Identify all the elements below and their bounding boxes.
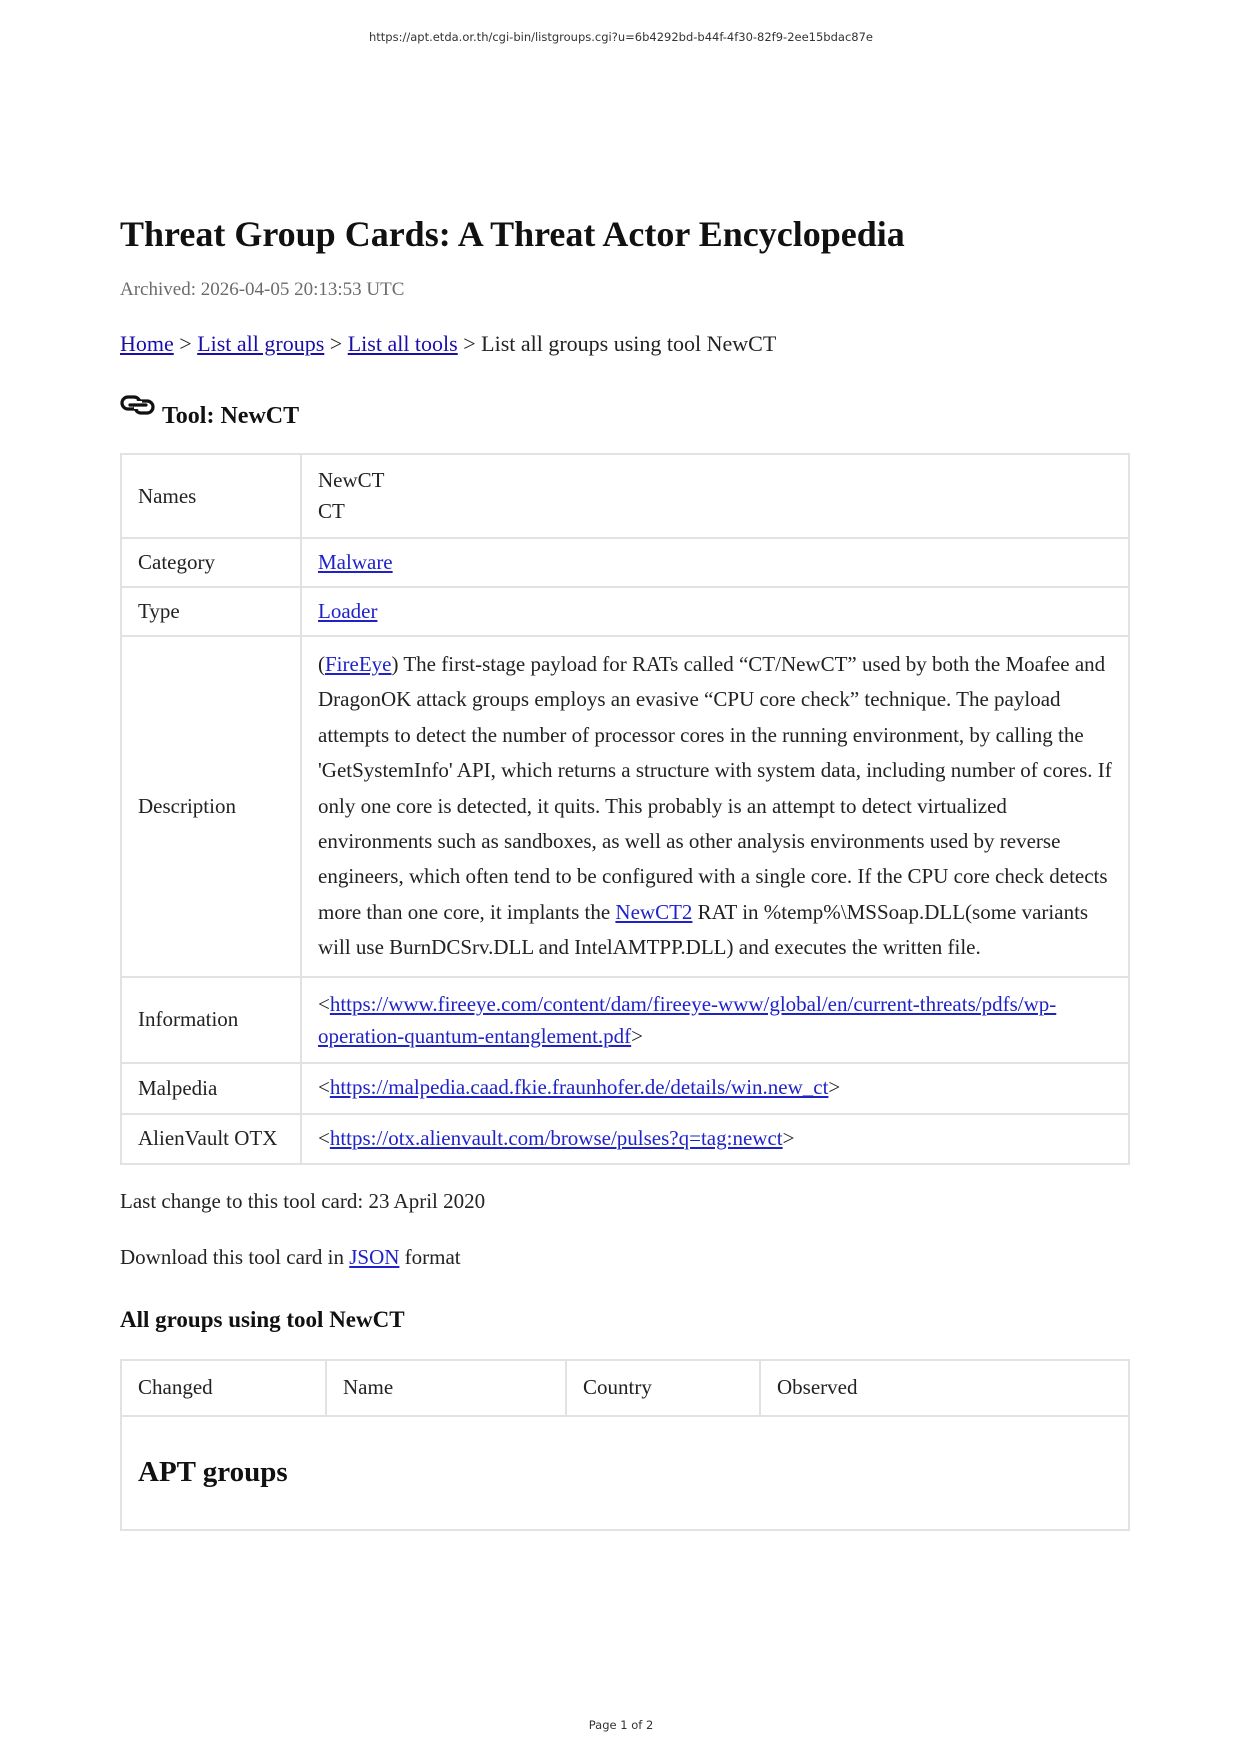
malpedia-value: <https://malpedia.caad.fkie.fraunhofer.de/details/win.new_ct> [301,1063,1129,1114]
page-title: Threat Group Cards: A Threat Actor Encyclopedia [120,214,905,254]
tool-title: Tool: NewCT [162,403,300,429]
information-link[interactable]: https://www.fireeye.com/content/dam/fireeye-www/global/en/current-threats/pdfs/wp-operation-quantum-entanglement.pdf [318,991,1057,1048]
names-value [301,454,1129,538]
description-text: The first-stage payload for RATs called “CT/NewCT” used by both the Moafee and DragonOK attack groups employs an evasive “CPU core check” technique. The payload attempts to detect the number of processor cores in the running environment, by calling the 'GetSystemInfo' API, which returns a structure with system data, including number of cores. If only one core is detected, it quits. This probably is an attempt to detect virtualized environments such as sandboxes, as well as other analysis environments used by reverse engineers, which often tend to be configured with a single core. If the CPU core check detects more than one core, it implants the [318,652,1112,924]
otx-label: AlienVault OTX [121,1114,301,1164]
apt-groups-title: APT groups [138,1456,288,1489]
page-number-footer: Page 1 of 2 [588,1718,654,1732]
column-header-observed[interactable]: Observed [760,1360,1129,1416]
otx-link[interactable]: https://otx.alienvault.com/browse/pulses?q=tag:newct [329,1125,783,1150]
table-row [121,454,1129,538]
breadcrumb-tools-link[interactable]: List all tools [347,331,458,356]
table-row [121,587,1129,636]
category-value [301,538,1129,587]
breadcrumb [120,329,1130,359]
groups-table [120,1359,1130,1531]
newct2-link[interactable]: NewCT2 [615,899,693,924]
table-row [121,977,1129,1063]
archived-timestamp: Archived: 2026-04-05 20:13:53 UTC [120,279,405,300]
information-label: Information [121,977,301,1063]
table-row [121,1063,1129,1114]
table-row [121,538,1129,587]
tool-info-table [120,453,1130,1165]
groups-heading: All groups using tool NewCT [120,1306,405,1332]
table-row [121,636,1129,977]
breadcrumb-separator: > [463,331,476,356]
tool-heading [120,391,1130,431]
last-change-prefix: Last change to this tool card: [120,1188,364,1213]
type-label: Type [121,587,301,636]
download-line [120,1243,1130,1271]
breadcrumb-groups-link[interactable]: List all groups [197,331,325,356]
name-newct: NewCT [318,468,385,492]
last-change-date: 23 April 2020 [368,1188,486,1213]
breadcrumb-separator: > [179,331,192,356]
type-link[interactable]: Loader [318,598,378,623]
table-row [121,1416,1129,1530]
download-prefix: Download this tool card in [120,1244,344,1269]
table-row [121,1114,1129,1164]
json-download-link[interactable]: JSON [349,1244,400,1269]
breadcrumb-home-link[interactable]: Home [120,331,174,356]
malpedia-label: Malpedia [121,1063,301,1114]
breadcrumb-current: List all groups using tool NewCT [481,331,777,356]
information-value: <https://www.fireeye.com/content/dam/fireeye-www/global/en/current-threats/pdfs/wp-operation-quantum-entanglement.pdf> [301,977,1129,1063]
print-url-header: https://apt.etda.or.th/cgi-bin/listgroups.cgi?u=6b4292bd-b44f-4f30-82f9-2ee15bdac87e [369,30,873,44]
link-icon [120,391,156,419]
column-header-changed[interactable]: Changed [121,1360,326,1416]
column-header-name[interactable]: Name [326,1360,566,1416]
description-label: Description [121,636,301,977]
category-link[interactable]: Malware [318,549,393,574]
malpedia-link[interactable]: https://malpedia.caad.fkie.fraunhofer.de/details/win.new_ct [329,1075,829,1100]
description-text-end: RAT in %temp%\MSSoap.DLL(some variants will use BurnDCSrv.DLL and IntelAMTPP.DLL) and executes the written file. [318,899,1089,960]
fireeye-link[interactable]: FireEye [325,652,392,676]
last-change-line [120,1187,1130,1215]
main-content [120,210,1130,1531]
type-value [301,587,1129,636]
table-header-row [121,1360,1129,1416]
description-value: (FireEye) The first-stage payload for RATs called “CT/NewCT” used by both the Moafee and DragonOK attack groups employs an evasive “CPU core check” technique. The payload attempts to detect the number of processor cores in the running environment, by calling the 'GetSystemInfo' API, which returns a structure with system data, including number of cores. If only one core is detected, it quits. This probably is an attempt to detect virtualized environments such as sandboxes, as well as other analysis environments used by reverse engineers, which often tend to be configured with a single core. If the CPU core check detects more than one core, it implants the NewCT2 RAT in %temp%\MSSoap.DLL(some variants will use BurnDCSrv.DLL and IntelAMTPP.DLL) and executes the written file. [301,636,1129,977]
category-label: Category [121,538,301,587]
names-label: Names [121,454,301,538]
download-suffix: format [404,1244,461,1269]
column-header-country[interactable]: Country [566,1360,760,1416]
breadcrumb-separator: > [329,331,343,356]
name-ct: CT [318,499,345,523]
apt-groups-section [121,1416,1129,1530]
otx-value: <https://otx.alienvault.com/browse/pulses?q=tag:newct> [301,1114,1129,1164]
